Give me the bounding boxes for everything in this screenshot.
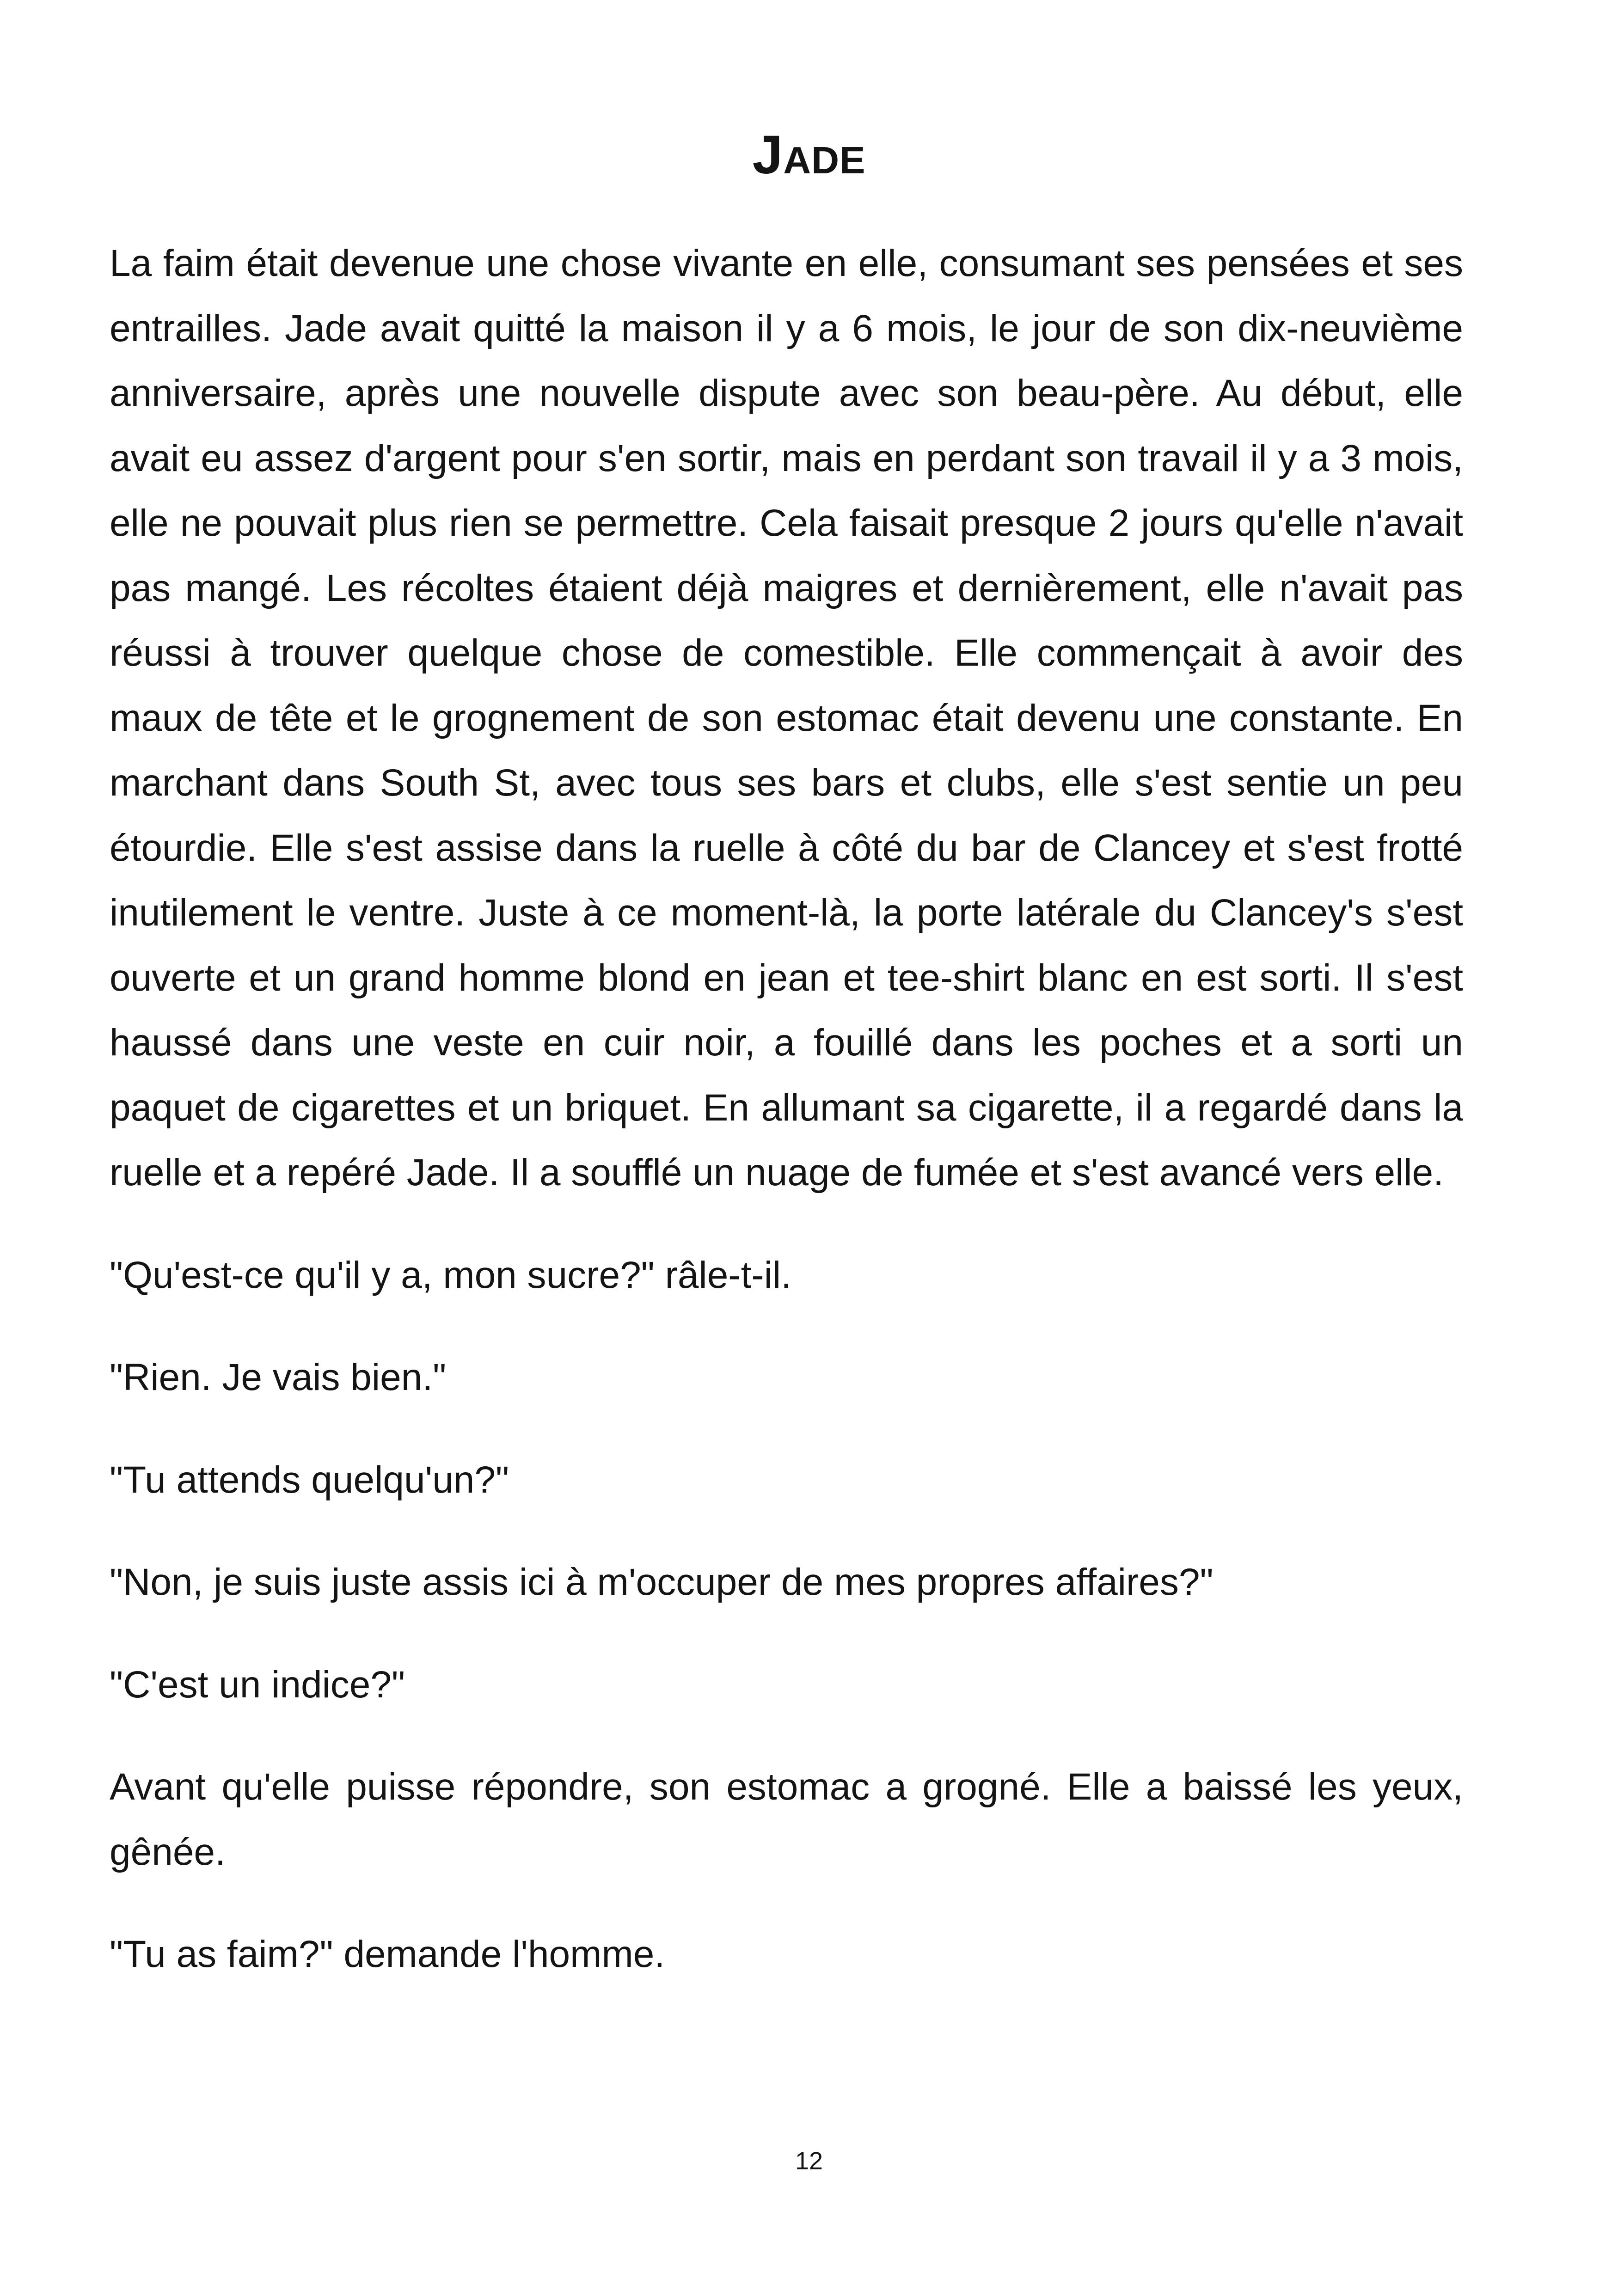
dialogue-line: "Rien. Je vais bien." [110, 1356, 447, 1398]
narrative-paragraph: La faim était devenue une chose vivante en elle, consumant ses pensées et ses entrailles. Jade avait quitté la maison il y a 6 mois, le jour de son dix-neuvième anniversaire, après une nouvelle dispute avec son beau-père. Au début, elle avait eu assez d'argent pour s'en sortir, mais en perdant son travail il y a 3 mois, elle ne pouvait plus rien se permettre. Cela faisait presque 2 jours qu'elle n'avait pas mangé. Les récoltes étaient déjà maigres et dernièrement, elle n'avait pas réussi à trouver quelque chose de comestible. Elle commençait à avoir des maux de tête et le grognement de son estomac était devenu une constante. En marchant dans South St, avec tous ses bars et clubs, elle s'est sentie un peu étourdie. Elle s'est assise dans la ruelle à côté du bar de Clancey et s'est frotté inutilement le ventre. Juste à ce moment-là, la porte latérale du Clancey's s'est ouverte et un grand homme blond en jean et tee-shirt blanc en est sorti. Il s'est haussé dans une veste en cuir noir, a fouillé dans les poches et a sorti un paquet de cigarettes et un briquet. En allumant sa cigarette, il a regardé dans la ruelle et a repéré Jade. Il a soufflé un nuage de fumée et s'est avancé vers elle. [110, 242, 1463, 1194]
body-text [110, 231, 1463, 2025]
dialogue-line: "C'est un indice?" [110, 1663, 405, 1706]
dialogue-line: "Tu attends quelqu'un?" [110, 1458, 509, 1501]
page-number: 12 [795, 2147, 823, 2175]
dialogue-line: "Non, je suis juste assis ici à m'occuper de mes propres affaires?" [110, 1561, 1214, 1603]
narrative-paragraph: Avant qu'elle puisse répondre, son estomac a grogné. Elle a baissé les yeux, gênée. [110, 1766, 1463, 1873]
dialogue-line: "Qu'est-ce qu'il y a, mon sucre?" râle-t-il. [110, 1254, 791, 1296]
chapter-title: Jade [752, 124, 866, 185]
dialogue-line: "Tu as faim?" demande l'homme. [110, 1933, 665, 1975]
